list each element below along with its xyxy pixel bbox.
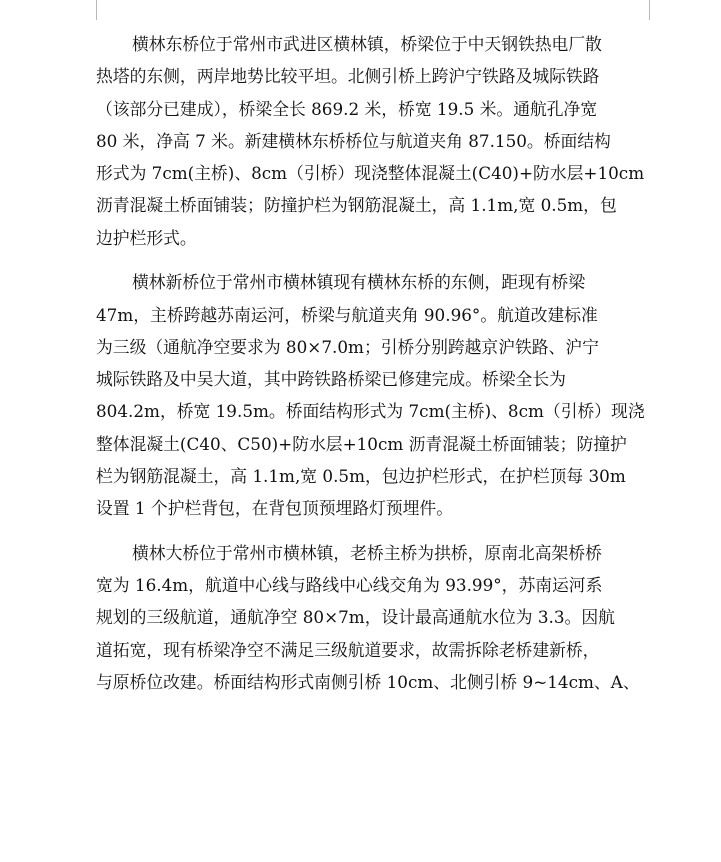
text-line: 边护栏形式。 [96,227,197,248]
text-line: 横林大桥位于常州市横林镇，老桥主桥为拱桥，原南北高架桥桥 [132,542,602,563]
text-line: 整体混凝土(C40、C50)+防水层+10cm 沥青混凝土桥面铺装；防撞护 [96,433,627,454]
text-line: 道拓宽，现有桥梁净空不满足三级航道要求，故需拆除老桥建新桥， [96,639,600,660]
text-line: （该部分已建成），桥梁全长 869.2 米，桥宽 19.5 米。通航孔净宽 [96,98,598,119]
paragraph-hengling-new-bridge [96,266,652,524]
text-line: 栏为钢筋混凝土，高 1.1m,宽 0.5m，包边护栏形式，在护栏顶每 30m [96,466,626,487]
text-line: 形式为 7cm(主桥)、8cm（引桥）现浇整体混凝土(C40)+防水层+10cm [96,163,645,184]
text-line: 沥青混凝土桥面铺装；防撞护栏为钢筋混凝土，高 1.1m,宽 0.5m，包 [96,195,617,216]
paragraph-hengling-east-bridge [96,28,652,254]
text-line: 宽为 16.4m，航道中心线与路线中心线交角为 93.99°，苏南运河系 [96,575,603,596]
text-line: 为三级（通航净空要求为 80×7.0m；引桥分别跨越京沪铁路、沪宁 [96,336,599,357]
text-line: 城际铁路及中吴大道，其中跨铁路桥梁已修建完成。桥梁全长为 [96,369,566,390]
right-crop-mark [649,0,650,20]
text-line: 804.2m，桥宽 19.5m。桥面结构形式为 7cm(主桥)、8cm（引桥）现浇 [96,401,645,422]
text-line: 80 米，净高 7 米。新建横林东桥桥位与航道夹角 87.150。桥面结构 [96,130,611,151]
text-line: 设置 1 个护栏背包，在背包顶预埋路灯预埋件。 [96,498,453,519]
text-line: 热塔的东侧，两岸地势比较平坦。北侧引桥上跨沪宁铁路及城际铁路 [96,66,600,87]
paragraph-hengling-grand-bridge [96,537,652,698]
text-line: 与原桥位改建。桥面结构形式南侧引桥 10cm、北侧引桥 9~14cm、A、 [96,672,640,693]
text-line: 横林东桥位于常州市武进区横林镇，桥梁位于中天钢铁热电厂散 [132,34,602,54]
document-body [96,28,652,711]
left-crop-mark [96,0,97,20]
text-line: 47m，主桥跨越苏南运河，桥梁与航道夹角 90.96°。航道改建标准 [96,304,598,325]
text-line: 横林新桥位于常州市横林镇现有横林东桥的东侧，距现有桥梁 [132,272,586,293]
text-line: 规划的三级航道，通航净空 80×7m，设计最高通航水位为 3.3。因航 [96,607,615,628]
